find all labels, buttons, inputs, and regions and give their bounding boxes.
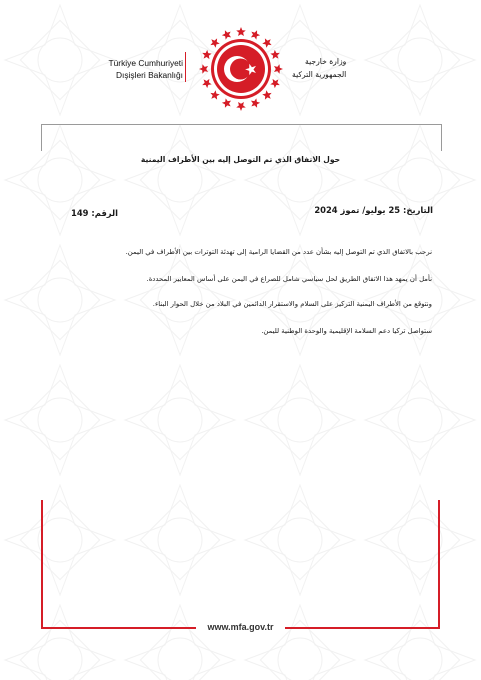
emblem-star: [202, 79, 211, 88]
emblem-star: [262, 90, 271, 99]
ministry-name-arabic: وزارة خارجية الجمهورية التركية: [292, 57, 347, 79]
paragraph: ستواصل تركيا دعم السلامة الإقليمية والوحدة الوطنية لليمن.: [261, 327, 432, 335]
statement-title: حول الاتفاق الذي تم التوصل إليه بين الأطراف اليمنية: [140, 155, 341, 164]
ministry-name-turkish: Türkiye Cumhuriyeti Dışişleri Bakanlığı: [108, 58, 183, 80]
emblem-star: [274, 64, 283, 74]
emblem-star: [251, 98, 260, 107]
emblem-star: [199, 64, 208, 74]
paragraph: ونتوقع من الأطراف اليمنية التركيز على السلام والاستقرار الدائمين في البلاد من خلال الحوار البناء.: [152, 300, 432, 308]
emblem-star: [270, 79, 279, 88]
header-divider: [185, 52, 186, 82]
frame-red-bottom-right: [285, 627, 440, 629]
letterhead: [0, 0, 481, 120]
emblem-star: [236, 102, 246, 111]
emblem-star: [210, 38, 219, 47]
emblem-star: [262, 38, 271, 47]
emblem-star: [210, 90, 219, 99]
emblem-star: [202, 50, 211, 59]
statement-number: الرقم: 149: [71, 208, 119, 218]
frame-red-left: [41, 500, 43, 628]
document-frame-top: [41, 124, 442, 151]
frame-red-bottom-left: [41, 627, 196, 629]
website-link[interactable]: www.mfa.gov.tr: [207, 622, 274, 632]
paragraph: نرحب بالاتفاق الذي تم التوصل إليه بشأن عدد من القضايا الرامية إلى تهدئة التوترات بين الأطراف في اليمن.: [125, 248, 432, 256]
emblem-star: [236, 27, 246, 36]
paragraph: نأمل أن يمهد هذا الاتفاق الطريق لحل سياسي شامل للصراع في اليمن على أساس المعايير المحددة.: [146, 275, 432, 283]
statement-date: التاريخ: 25 يوليو/ تموز 2024: [314, 205, 433, 215]
frame-red-right: [438, 500, 440, 628]
emblem-star: [270, 50, 279, 59]
emblem-star: [222, 98, 231, 107]
emblem-star: [222, 30, 231, 39]
emblem-star: [251, 30, 260, 39]
ministry-emblem-icon: [198, 26, 284, 112]
